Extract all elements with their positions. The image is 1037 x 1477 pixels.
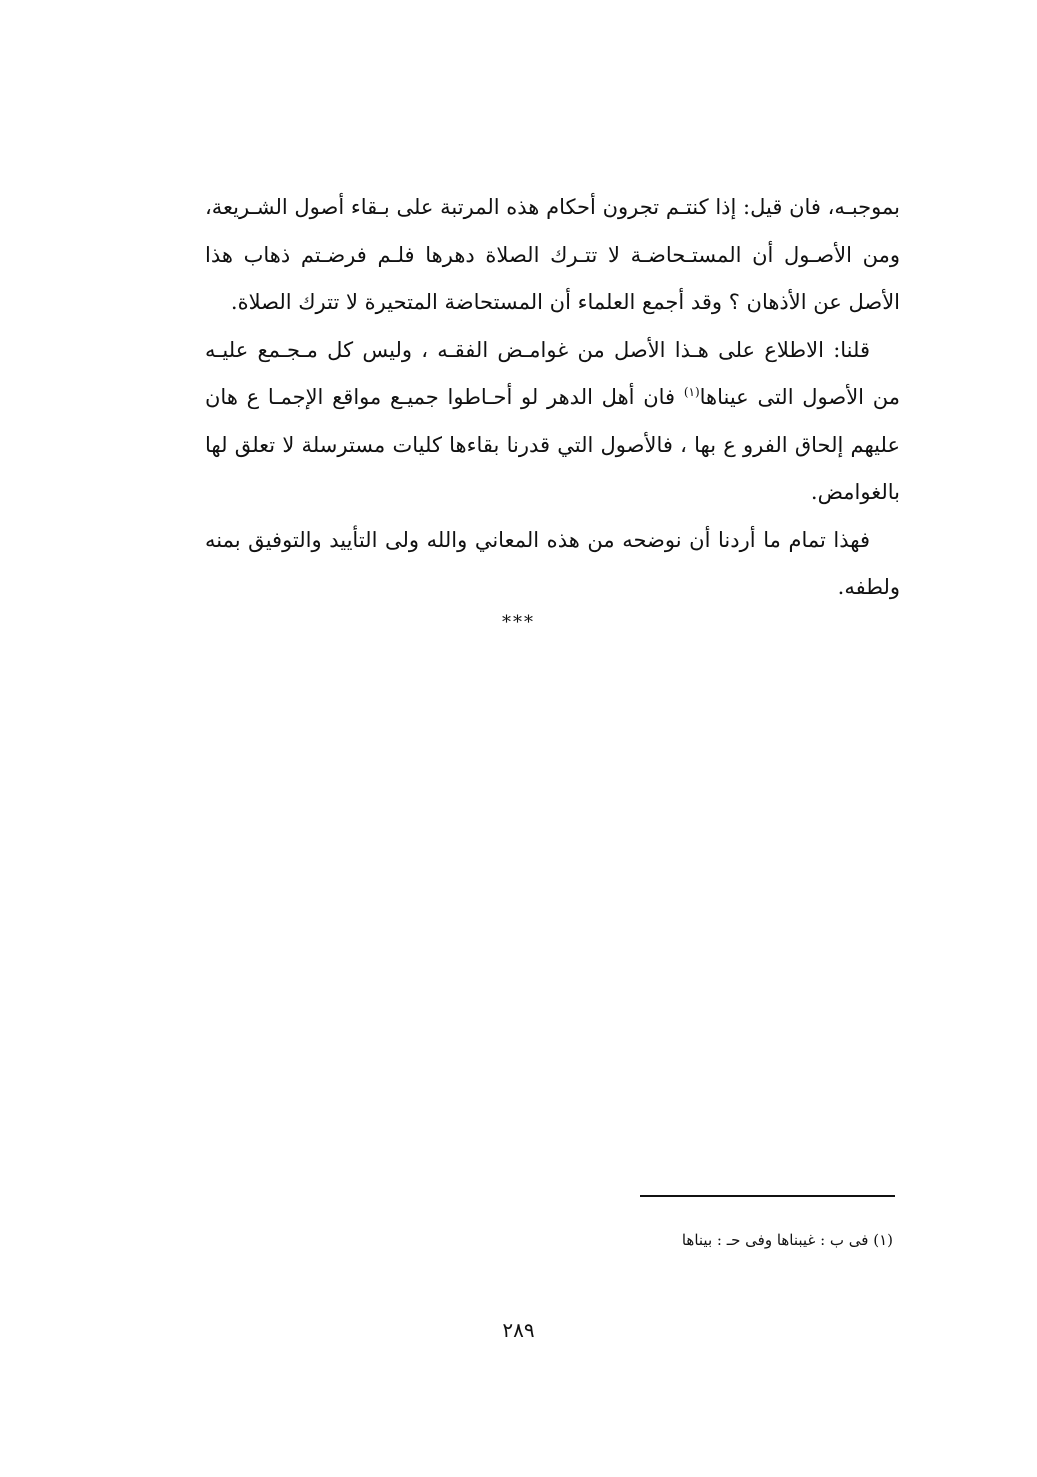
main-text-block bbox=[205, 184, 900, 612]
paragraph-3: فهذا تمام ما أردنا أن نوضحه من هذه المعاني والله ولى التأييد والتوفيق بمنه ولطفه. bbox=[205, 527, 900, 599]
paragraph-2-text-start: قلنا: الاطلاع على هـذا الأصل من غوامـض الفقـه ، وليس كل مـجـمع عليـه من الأصول التى عيناها bbox=[205, 337, 900, 409]
page-number: ٢٨٩ bbox=[502, 1318, 535, 1342]
paragraph-2 bbox=[205, 327, 900, 517]
footnote-divider bbox=[640, 1195, 895, 1197]
footnote-reference: (١) bbox=[683, 385, 700, 399]
footnote: (١) فى ب : غيبناها وفى حـ : بيناها bbox=[681, 1231, 893, 1249]
paragraph-1: بموجبـه، فان قيل: إذا كنتـم تجرون أحكام هذه المرتبة على بـقاء أصول الشـريعة، ومن الأصـول أن المستـحاضـة لا تتـرك الصلاة دهرها فلـم فرضـتم ذهاب هذا الأصل عن الأذهان ؟ وقد أجمع العلماء أن المستحاضة المتحيرة لا تترك الصلاة. bbox=[205, 195, 900, 314]
paragraph-2-text-end: فان أهل الدهر لو أحـاطوا جميـع مواقع الإجمـا ع هان عليهم إلحاق الفرو ع بها ، فالأصول التي قدرنا بقاءها كليات مسترسلة لا تعلق لها بالغوامض. bbox=[205, 385, 900, 504]
section-separator: *** bbox=[502, 612, 535, 633]
